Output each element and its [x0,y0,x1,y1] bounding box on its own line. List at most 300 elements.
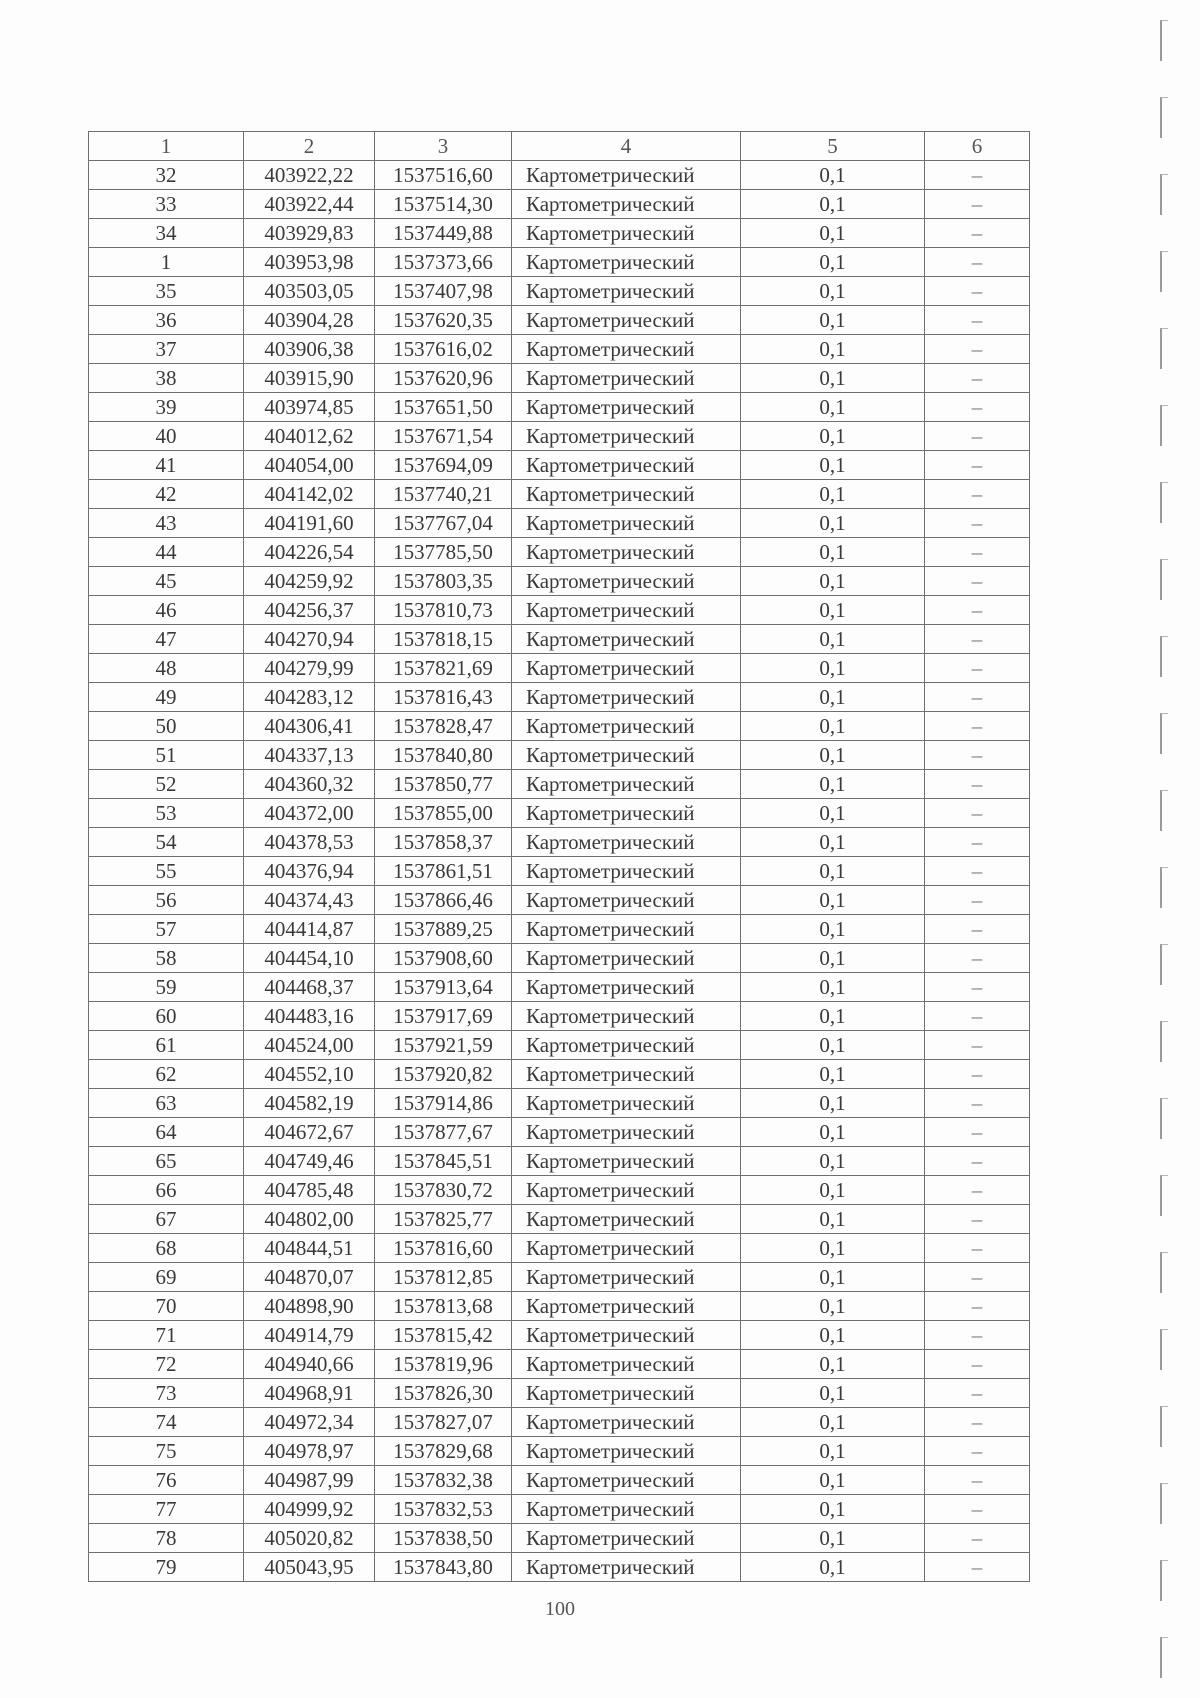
method-cell: Картометрический [512,1553,741,1582]
method-cell: Картометрический [512,1263,741,1292]
y-coordinate-cell: 1537877,67 [375,1118,512,1147]
accuracy-cell: 0,1 [741,1089,925,1118]
binding-mark [1160,1560,1168,1601]
method-cell: Картометрический [512,1002,741,1031]
point-number-cell: 40 [89,422,244,451]
y-coordinate-cell: 1537858,37 [375,828,512,857]
note-cell: – [925,1437,1030,1466]
method-cell: Картометрический [512,1118,741,1147]
method-cell: Картометрический [512,277,741,306]
x-coordinate-cell: 403906,38 [244,335,375,364]
x-coordinate-cell: 404054,00 [244,451,375,480]
y-coordinate-cell: 1537832,38 [375,1466,512,1495]
y-coordinate-cell: 1537516,60 [375,161,512,190]
accuracy-cell: 0,1 [741,712,925,741]
y-coordinate-cell: 1537850,77 [375,770,512,799]
point-number-cell: 72 [89,1350,244,1379]
y-coordinate-cell: 1537740,21 [375,480,512,509]
column-header: 3 [375,132,512,161]
method-cell: Картометрический [512,1524,741,1553]
binding-mark [1160,636,1168,677]
point-number-cell: 43 [89,509,244,538]
table-row [89,1060,1030,1089]
binding-mark [1160,251,1168,292]
y-coordinate-cell: 1537449,88 [375,219,512,248]
x-coordinate-cell: 404978,97 [244,1437,375,1466]
point-number-cell: 68 [89,1234,244,1263]
accuracy-cell: 0,1 [741,654,925,683]
y-coordinate-cell: 1537407,98 [375,277,512,306]
method-cell: Картометрический [512,1350,741,1379]
accuracy-cell: 0,1 [741,451,925,480]
y-coordinate-cell: 1537889,25 [375,915,512,944]
point-number-cell: 78 [89,1524,244,1553]
point-number-cell: 51 [89,741,244,770]
table-row [89,857,1030,886]
x-coordinate-cell: 404279,99 [244,654,375,683]
note-cell: – [925,654,1030,683]
table-row [89,741,1030,770]
point-number-cell: 32 [89,161,244,190]
point-number-cell: 38 [89,364,244,393]
method-cell: Картометрический [512,886,741,915]
accuracy-cell: 0,1 [741,509,925,538]
binding-mark [1160,713,1168,754]
point-number-cell: 50 [89,712,244,741]
coordinates-table [88,131,1030,1582]
accuracy-cell: 0,1 [741,1321,925,1350]
method-cell: Картометрический [512,654,741,683]
method-cell: Картометрический [512,1060,741,1089]
x-coordinate-cell: 403904,28 [244,306,375,335]
y-coordinate-cell: 1537913,64 [375,973,512,1002]
note-cell: – [925,1089,1030,1118]
table-row [89,1089,1030,1118]
note-cell: – [925,1118,1030,1147]
table-row [89,538,1030,567]
accuracy-cell: 0,1 [741,1495,925,1524]
accuracy-cell: 0,1 [741,219,925,248]
method-cell: Картометрический [512,1379,741,1408]
table-row [89,1031,1030,1060]
note-cell: – [925,306,1030,335]
accuracy-cell: 0,1 [741,1176,925,1205]
note-cell: – [925,1263,1030,1292]
note-cell: – [925,1205,1030,1234]
note-cell: – [925,886,1030,915]
point-number-cell: 37 [89,335,244,364]
method-cell: Картометрический [512,1408,741,1437]
point-number-cell: 36 [89,306,244,335]
table-row [89,422,1030,451]
binding-mark [1160,1329,1168,1370]
table-row [89,1495,1030,1524]
note-cell: – [925,1495,1030,1524]
method-cell: Картометрический [512,625,741,654]
point-number-cell: 66 [89,1176,244,1205]
accuracy-cell: 0,1 [741,596,925,625]
point-number-cell: 58 [89,944,244,973]
accuracy-cell: 0,1 [741,1031,925,1060]
point-number-cell: 54 [89,828,244,857]
table-row [89,161,1030,190]
y-coordinate-cell: 1537829,68 [375,1437,512,1466]
binding-margin-marks [1160,20,1180,1698]
method-cell: Картометрический [512,393,741,422]
table-row [89,335,1030,364]
point-number-cell: 67 [89,1205,244,1234]
accuracy-cell: 0,1 [741,1408,925,1437]
method-cell: Картометрический [512,161,741,190]
accuracy-cell: 0,1 [741,1553,925,1582]
y-coordinate-cell: 1537855,00 [375,799,512,828]
accuracy-cell: 0,1 [741,1437,925,1466]
point-number-cell: 76 [89,1466,244,1495]
method-cell: Картометрический [512,480,741,509]
note-cell: – [925,1234,1030,1263]
point-number-cell: 71 [89,1321,244,1350]
point-number-cell: 34 [89,219,244,248]
x-coordinate-cell: 404378,53 [244,828,375,857]
y-coordinate-cell: 1537843,80 [375,1553,512,1582]
note-cell: – [925,190,1030,219]
page-number: 100 [545,1598,575,1620]
note-cell: – [925,1524,1030,1553]
x-coordinate-cell: 404672,67 [244,1118,375,1147]
table-row [89,654,1030,683]
point-number-cell: 45 [89,567,244,596]
column-header: 6 [925,132,1030,161]
accuracy-cell: 0,1 [741,799,925,828]
x-coordinate-cell: 403915,90 [244,364,375,393]
method-cell: Картометрический [512,973,741,1002]
point-number-cell: 60 [89,1002,244,1031]
x-coordinate-cell: 404414,87 [244,915,375,944]
method-cell: Картометрический [512,538,741,567]
method-cell: Картометрический [512,596,741,625]
point-number-cell: 59 [89,973,244,1002]
x-coordinate-cell: 403922,44 [244,190,375,219]
accuracy-cell: 0,1 [741,625,925,654]
note-cell: – [925,161,1030,190]
note-cell: – [925,219,1030,248]
binding-mark [1160,1098,1168,1139]
accuracy-cell: 0,1 [741,1060,925,1089]
note-cell: – [925,451,1030,480]
y-coordinate-cell: 1537813,68 [375,1292,512,1321]
y-coordinate-cell: 1537921,59 [375,1031,512,1060]
table-row [89,567,1030,596]
binding-mark [1160,790,1168,831]
column-header: 1 [89,132,244,161]
x-coordinate-cell: 404372,00 [244,799,375,828]
note-cell: – [925,1350,1030,1379]
x-coordinate-cell: 404226,54 [244,538,375,567]
x-coordinate-cell: 404454,10 [244,944,375,973]
table-row [89,1002,1030,1031]
binding-mark [1160,1252,1168,1293]
point-number-cell: 44 [89,538,244,567]
table-row [89,625,1030,654]
y-coordinate-cell: 1537671,54 [375,422,512,451]
table-row [89,944,1030,973]
x-coordinate-cell: 404987,99 [244,1466,375,1495]
y-coordinate-cell: 1537821,69 [375,654,512,683]
accuracy-cell: 0,1 [741,1234,925,1263]
note-cell: – [925,799,1030,828]
x-coordinate-cell: 404142,02 [244,480,375,509]
accuracy-cell: 0,1 [741,1147,925,1176]
note-cell: – [925,1466,1030,1495]
note-cell: – [925,364,1030,393]
note-cell: – [925,857,1030,886]
x-coordinate-cell: 403503,05 [244,277,375,306]
note-cell: – [925,828,1030,857]
x-coordinate-cell: 404191,60 [244,509,375,538]
binding-mark [1160,944,1168,985]
accuracy-cell: 0,1 [741,335,925,364]
point-number-cell: 46 [89,596,244,625]
x-coordinate-cell: 403929,83 [244,219,375,248]
point-number-cell: 73 [89,1379,244,1408]
note-cell: – [925,683,1030,712]
point-number-cell: 74 [89,1408,244,1437]
y-coordinate-cell: 1537818,15 [375,625,512,654]
table-row [89,886,1030,915]
table-row [89,393,1030,422]
note-cell: – [925,625,1030,654]
x-coordinate-cell: 404785,48 [244,1176,375,1205]
x-coordinate-cell: 405043,95 [244,1553,375,1582]
point-number-cell: 41 [89,451,244,480]
binding-mark [1160,1021,1168,1062]
table-row [89,1292,1030,1321]
point-number-cell: 75 [89,1437,244,1466]
method-cell: Картометрический [512,1321,741,1350]
x-coordinate-cell: 404802,00 [244,1205,375,1234]
note-cell: – [925,1379,1030,1408]
table-row [89,1350,1030,1379]
y-coordinate-cell: 1537785,50 [375,538,512,567]
point-number-cell: 55 [89,857,244,886]
point-number-cell: 61 [89,1031,244,1060]
note-cell: – [925,567,1030,596]
x-coordinate-cell: 404468,37 [244,973,375,1002]
x-coordinate-cell: 404337,13 [244,741,375,770]
accuracy-cell: 0,1 [741,1118,925,1147]
accuracy-cell: 0,1 [741,364,925,393]
point-number-cell: 63 [89,1089,244,1118]
table-row [89,190,1030,219]
accuracy-cell: 0,1 [741,944,925,973]
table-row [89,1321,1030,1350]
method-cell: Картометрический [512,248,741,277]
y-coordinate-cell: 1537816,60 [375,1234,512,1263]
method-cell: Картометрический [512,915,741,944]
x-coordinate-cell: 405020,82 [244,1524,375,1553]
note-cell: – [925,1408,1030,1437]
x-coordinate-cell: 404914,79 [244,1321,375,1350]
y-coordinate-cell: 1537767,04 [375,509,512,538]
note-cell: – [925,422,1030,451]
point-number-cell: 77 [89,1495,244,1524]
column-header: 5 [741,132,925,161]
binding-mark [1160,328,1168,369]
x-coordinate-cell: 404270,94 [244,625,375,654]
x-coordinate-cell: 404844,51 [244,1234,375,1263]
table-row [89,799,1030,828]
method-cell: Картометрический [512,1089,741,1118]
accuracy-cell: 0,1 [741,770,925,799]
y-coordinate-cell: 1537651,50 [375,393,512,422]
method-cell: Картометрический [512,567,741,596]
y-coordinate-cell: 1537816,43 [375,683,512,712]
method-cell: Картометрический [512,683,741,712]
y-coordinate-cell: 1537832,53 [375,1495,512,1524]
y-coordinate-cell: 1537866,46 [375,886,512,915]
accuracy-cell: 0,1 [741,480,925,509]
point-number-cell: 64 [89,1118,244,1147]
point-number-cell: 69 [89,1263,244,1292]
accuracy-cell: 0,1 [741,1002,925,1031]
point-number-cell: 42 [89,480,244,509]
note-cell: – [925,509,1030,538]
y-coordinate-cell: 1537812,85 [375,1263,512,1292]
table-row [89,596,1030,625]
accuracy-cell: 0,1 [741,857,925,886]
y-coordinate-cell: 1537620,96 [375,364,512,393]
y-coordinate-cell: 1537373,66 [375,248,512,277]
table-row [89,1147,1030,1176]
accuracy-cell: 0,1 [741,886,925,915]
y-coordinate-cell: 1537908,60 [375,944,512,973]
y-coordinate-cell: 1537828,47 [375,712,512,741]
point-number-cell: 70 [89,1292,244,1321]
point-number-cell: 53 [89,799,244,828]
x-coordinate-cell: 404283,12 [244,683,375,712]
note-cell: – [925,741,1030,770]
y-coordinate-cell: 1537830,72 [375,1176,512,1205]
method-cell: Картометрический [512,1147,741,1176]
accuracy-cell: 0,1 [741,1524,925,1553]
point-number-cell: 48 [89,654,244,683]
y-coordinate-cell: 1537825,77 [375,1205,512,1234]
table-row [89,1263,1030,1292]
note-cell: – [925,1060,1030,1089]
table-row [89,364,1030,393]
accuracy-cell: 0,1 [741,1466,925,1495]
x-coordinate-cell: 404552,10 [244,1060,375,1089]
table-row [89,509,1030,538]
y-coordinate-cell: 1537826,30 [375,1379,512,1408]
method-cell: Картометрический [512,335,741,364]
x-coordinate-cell: 404360,32 [244,770,375,799]
binding-mark [1160,482,1168,523]
accuracy-cell: 0,1 [741,683,925,712]
note-cell: – [925,973,1030,1002]
y-coordinate-cell: 1537514,30 [375,190,512,219]
binding-mark [1160,559,1168,600]
method-cell: Картометрический [512,1292,741,1321]
note-cell: – [925,1321,1030,1350]
method-cell: Картометрический [512,857,741,886]
note-cell: – [925,1147,1030,1176]
accuracy-cell: 0,1 [741,190,925,219]
table-row [89,1234,1030,1263]
note-cell: – [925,393,1030,422]
method-cell: Картометрический [512,1176,741,1205]
y-coordinate-cell: 1537838,50 [375,1524,512,1553]
binding-mark [1160,1483,1168,1524]
y-coordinate-cell: 1537819,96 [375,1350,512,1379]
binding-mark [1160,1637,1168,1678]
accuracy-cell: 0,1 [741,1205,925,1234]
table-row [89,1379,1030,1408]
table-row [89,1466,1030,1495]
table-row [89,1524,1030,1553]
y-coordinate-cell: 1537616,02 [375,335,512,364]
method-cell: Картометрический [512,828,741,857]
binding-mark [1160,405,1168,446]
note-cell: – [925,915,1030,944]
accuracy-cell: 0,1 [741,422,925,451]
y-coordinate-cell: 1537694,09 [375,451,512,480]
table-header-row [89,132,1030,161]
point-number-cell: 39 [89,393,244,422]
y-coordinate-cell: 1537620,35 [375,306,512,335]
method-cell: Картометрический [512,944,741,973]
table-row [89,1408,1030,1437]
x-coordinate-cell: 403953,98 [244,248,375,277]
accuracy-cell: 0,1 [741,393,925,422]
point-number-cell: 79 [89,1553,244,1582]
table-row [89,915,1030,944]
table-row [89,451,1030,480]
point-number-cell: 49 [89,683,244,712]
binding-mark [1160,1406,1168,1447]
x-coordinate-cell: 404940,66 [244,1350,375,1379]
accuracy-cell: 0,1 [741,915,925,944]
table-row [89,683,1030,712]
accuracy-cell: 0,1 [741,828,925,857]
y-coordinate-cell: 1537840,80 [375,741,512,770]
point-number-cell: 57 [89,915,244,944]
method-cell: Картометрический [512,190,741,219]
accuracy-cell: 0,1 [741,567,925,596]
method-cell: Картометрический [512,712,741,741]
table-row [89,770,1030,799]
x-coordinate-cell: 404870,07 [244,1263,375,1292]
accuracy-cell: 0,1 [741,1350,925,1379]
note-cell: – [925,944,1030,973]
point-number-cell: 47 [89,625,244,654]
binding-mark [1160,20,1168,61]
column-header: 4 [512,132,741,161]
accuracy-cell: 0,1 [741,277,925,306]
table-row [89,1205,1030,1234]
x-coordinate-cell: 403974,85 [244,393,375,422]
y-coordinate-cell: 1537815,42 [375,1321,512,1350]
table-row [89,277,1030,306]
binding-mark [1160,1175,1168,1216]
note-cell: – [925,335,1030,364]
note-cell: – [925,1292,1030,1321]
y-coordinate-cell: 1537803,35 [375,567,512,596]
note-cell: – [925,277,1030,306]
method-cell: Картометрический [512,509,741,538]
y-coordinate-cell: 1537917,69 [375,1002,512,1031]
accuracy-cell: 0,1 [741,1379,925,1408]
